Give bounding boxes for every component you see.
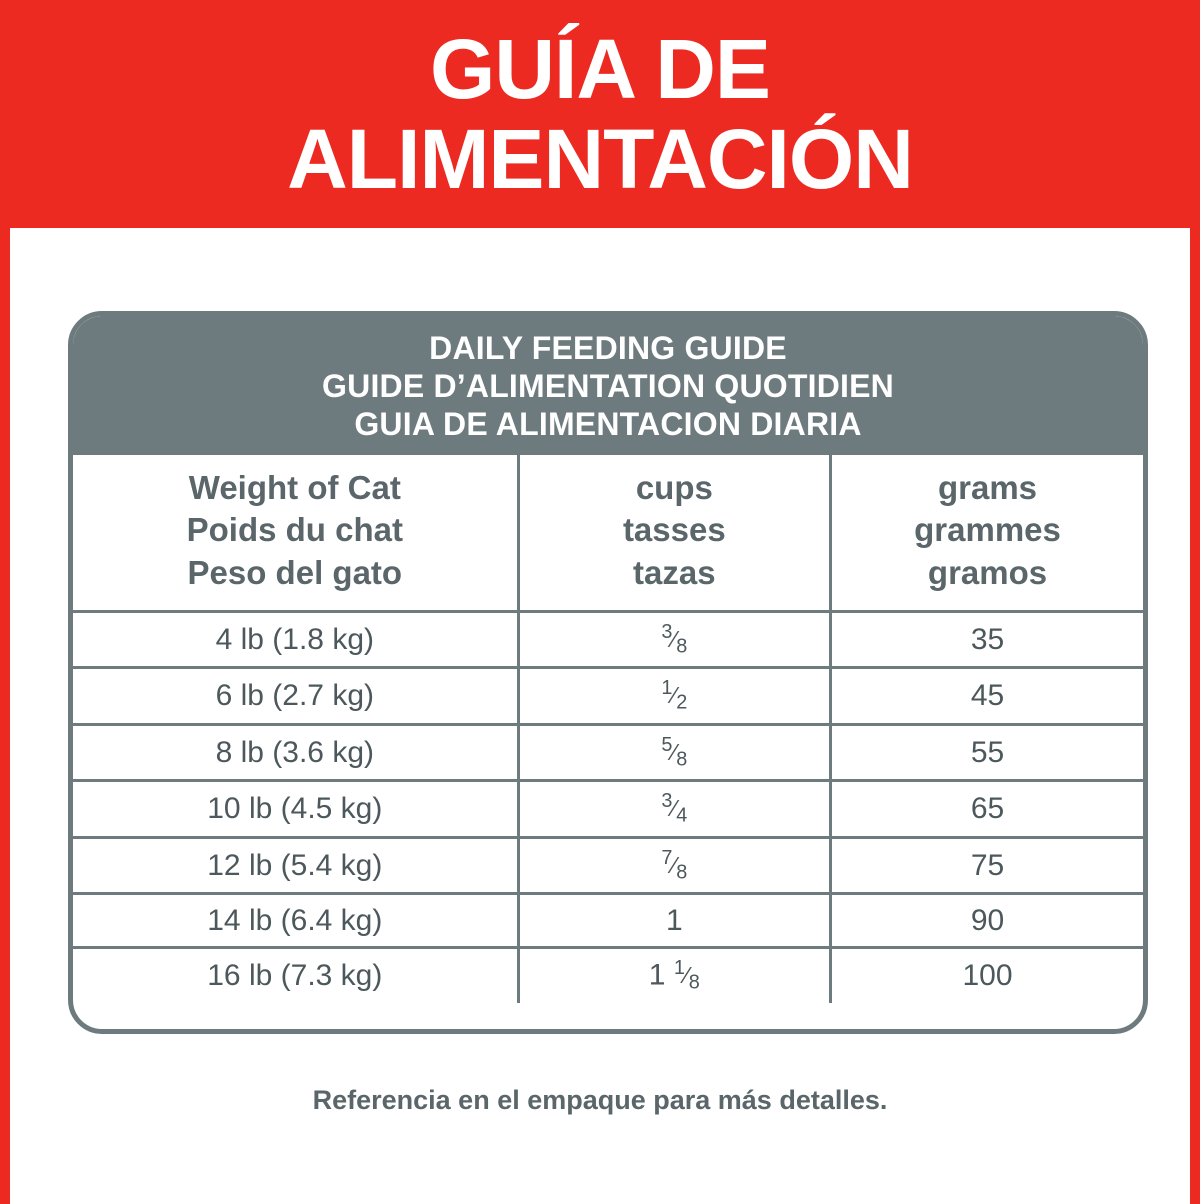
column-header-grams-en: grams <box>937 469 1038 507</box>
cell-cups-fraction: $^5⁄_8$ <box>661 733 688 771</box>
cell-grams: 65 <box>831 781 1143 837</box>
column-header-weight-en: Weight of Cat <box>188 469 401 507</box>
header-line-french: GUIDE D’ALIMENTATION QUOTIDIEN <box>322 367 894 404</box>
cell-grams: 75 <box>831 837 1143 893</box>
left-red-rail <box>0 228 10 1204</box>
feeding-guide-table <box>73 455 1143 1003</box>
table-row <box>73 781 1143 837</box>
column-header-weight-es: Peso del gato <box>187 553 403 591</box>
cell-cups <box>518 668 830 724</box>
cell-grams: 45 <box>831 668 1143 724</box>
cell-cups-fraction: $^1⁄_2$ <box>661 677 688 714</box>
column-header-weight-fr: Poids du chat <box>186 511 403 549</box>
cell-cups <box>518 611 830 667</box>
cell-weight: 8 lb (3.6 kg) <box>73 724 518 780</box>
footnote-text: Referencia en el empaque para más detalles. <box>312 1085 888 1115</box>
cell-weight: 6 lb (2.7 kg) <box>73 668 518 724</box>
cell-cups-whole: 1 <box>648 958 666 992</box>
column-header-grams-fr: grammes <box>914 511 1061 549</box>
header-line-spanish: GUIA DE ALIMENTACION DIARIA <box>354 405 862 442</box>
feeding-guide-card <box>68 311 1148 1034</box>
table-row <box>73 668 1143 724</box>
cell-grams: 100 <box>962 959 1013 993</box>
table-header-row <box>73 455 1143 611</box>
cell-grams: 90 <box>831 894 1143 948</box>
cell-cups <box>518 894 830 948</box>
banner-title-line-1: GUÍA DE <box>430 22 770 116</box>
cell-weight: 16 lb (7.3 kg) <box>73 948 518 1003</box>
table-row <box>73 611 1143 667</box>
cell-weight: 14 lb (6.4 kg) <box>73 894 518 948</box>
table-row <box>73 948 1143 1003</box>
column-header-cups-en: cups <box>635 469 713 507</box>
cell-cups-fraction: $^3⁄_8$ <box>661 620 688 658</box>
column-header-cups <box>518 455 830 611</box>
cell-cups-fraction: $^7⁄_8$ <box>661 846 688 884</box>
table-row <box>73 724 1143 780</box>
cell-grams: 35 <box>831 611 1143 667</box>
right-red-rail <box>1190 228 1200 1204</box>
cell-cups-fraction: $^1⁄_8$ <box>673 957 700 994</box>
feeding-guide-banner <box>0 0 1200 228</box>
header-line-english: DAILY FEEDING GUIDE <box>429 330 787 366</box>
cell-cups <box>518 837 830 893</box>
feeding-guide-card-header <box>73 316 1143 455</box>
cell-grams: 55 <box>831 724 1143 780</box>
table-row <box>73 837 1143 893</box>
column-header-grams-es: gramos <box>927 553 1048 591</box>
banner-title-line-2: ALIMENTACIÓN <box>287 112 913 206</box>
column-header-cups-fr: tasses <box>622 511 726 549</box>
cell-cups <box>518 948 830 1003</box>
cell-cups <box>518 781 830 837</box>
cell-cups <box>518 724 830 780</box>
column-header-grams <box>831 455 1143 611</box>
cell-weight: 12 lb (5.4 kg) <box>73 837 518 893</box>
table-row <box>73 894 1143 948</box>
cell-weight: 4 lb (1.8 kg) <box>73 611 518 667</box>
cell-cups-fraction: $^3⁄_4$ <box>661 790 688 827</box>
column-header-cups-es: tazas <box>633 553 716 591</box>
column-header-weight <box>73 455 518 611</box>
cell-weight: 10 lb (4.5 kg) <box>73 781 518 837</box>
cell-cups-whole: 1 <box>665 903 683 937</box>
